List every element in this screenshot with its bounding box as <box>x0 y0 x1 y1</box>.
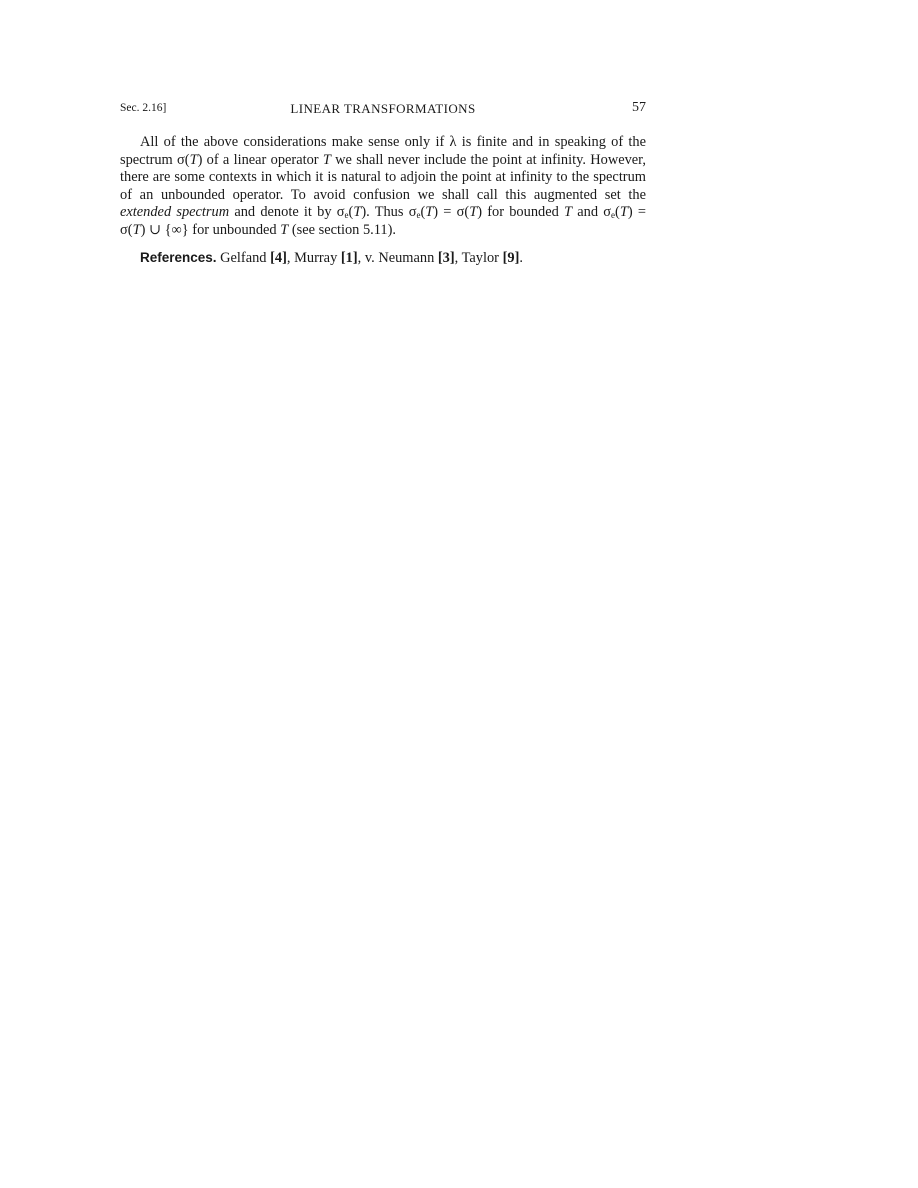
operator-symbol: T <box>280 221 289 238</box>
ref-author: Gelfand <box>220 250 267 266</box>
spectrum-paragraph <box>120 134 646 239</box>
operator-symbol: T <box>353 204 362 220</box>
text-run: and denote it by σ <box>229 204 345 220</box>
text-run: ) of a linear operator <box>197 151 323 168</box>
ref-number: [4] <box>270 250 287 266</box>
running-head <box>120 100 646 120</box>
ref-number: [3] <box>437 250 455 266</box>
ref-terminator: . <box>519 250 523 266</box>
text-run: ) ∪ {∞} for unbounded <box>140 221 281 238</box>
ref-separator: , <box>286 250 295 266</box>
operator-symbol: T <box>425 204 434 220</box>
ref-separator: , <box>357 250 365 266</box>
text-run: ( <box>615 204 620 220</box>
references-label: References. <box>140 250 217 265</box>
text-run: ) = σ( <box>120 204 646 238</box>
text-run: we shall never include the point at infinity. However, there are some contexts in which it is natural to adjoin the point at infinity to the spectrum of an unbounded operator. To avoid confusion we shall call this augmented set the <box>120 151 646 203</box>
ref-author: Taylor <box>461 250 499 266</box>
subscript-e: e <box>611 210 616 220</box>
page-number: 57 <box>632 100 646 115</box>
text-run: ) for bounded <box>477 204 565 220</box>
ref-author: Murray <box>294 250 338 266</box>
text-run: ) = σ( <box>433 204 470 220</box>
ref-number: [1] <box>340 250 358 266</box>
text-run: ( <box>348 204 354 220</box>
text-run: (see section 5.11). <box>288 221 397 238</box>
emphasized-term: extended spectrum <box>120 204 230 220</box>
ref-author: v. Neumann <box>364 250 435 266</box>
operator-symbol: T <box>132 221 141 238</box>
section-reference: Sec. 2.16] <box>120 102 167 114</box>
operator-symbol: T <box>189 151 198 168</box>
operator-symbol: T <box>619 204 628 220</box>
subscript-e: e <box>344 210 349 220</box>
body-text <box>120 134 646 268</box>
ref-number: [9] <box>502 250 520 266</box>
text-run: ). Thus σ <box>361 204 417 220</box>
references-line <box>120 249 646 268</box>
text-run: and σ <box>572 204 612 220</box>
running-head-title: LINEAR TRANSFORMATIONS <box>290 101 476 116</box>
ref-separator: , <box>454 250 462 266</box>
text-run: All of the above considerations make sense only if λ is finite and in speaking of the spectrum σ( <box>120 134 646 168</box>
text-run: ( <box>420 204 426 220</box>
subscript-e: e <box>416 210 421 220</box>
operator-symbol: T <box>469 204 478 220</box>
operator-symbol: T <box>564 204 573 220</box>
operator-symbol: T <box>322 151 331 168</box>
